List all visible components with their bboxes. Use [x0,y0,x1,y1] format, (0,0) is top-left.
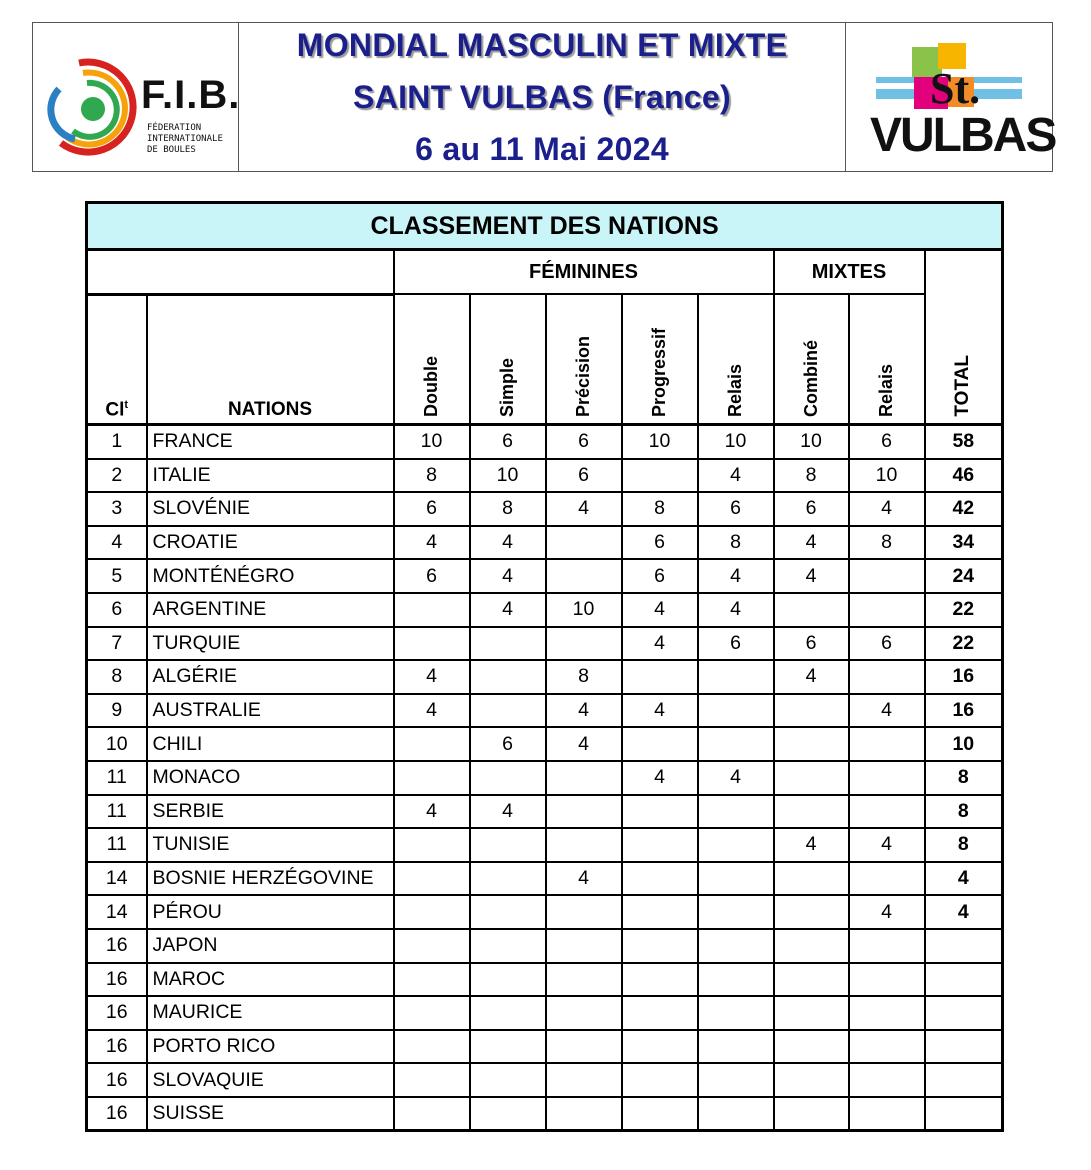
score-cell [774,929,849,963]
col-header-precision: Précision [546,294,622,425]
title-line-1: MONDIAL MASCULIN ET MIXTE [296,27,788,63]
total-cell [925,963,1003,997]
rank-cell: 14 [87,862,147,896]
rank-cell: 16 [87,963,147,997]
score-cell: 6 [698,627,774,661]
score-cell: 4 [546,694,622,728]
col-header-relais-mixtes: Relais [849,294,925,425]
score-cell [546,526,622,560]
score-cell [698,727,774,761]
score-cell: 10 [546,593,622,627]
score-cell [774,895,849,929]
score-cell [470,694,546,728]
score-cell: 10 [698,425,774,459]
rank-cell: 6 [87,593,147,627]
total-cell: 42 [925,492,1003,526]
score-cell [698,1030,774,1064]
score-cell [394,761,470,795]
table-row [87,1097,1003,1131]
nation-cell: MONTÉNÉGRO [147,559,394,593]
score-cell [470,929,546,963]
score-cell: 4 [622,694,698,728]
nation-cell: PORTO RICO [147,1030,394,1064]
score-cell [394,828,470,862]
nation-cell: TURQUIE [147,627,394,661]
score-cell: 6 [622,526,698,560]
score-cell: 4 [849,492,925,526]
score-cell: 4 [470,593,546,627]
score-cell: 4 [698,559,774,593]
nation-cell: MAURICE [147,996,394,1030]
score-cell: 6 [394,492,470,526]
table-row [87,828,1003,862]
total-cell [925,1097,1003,1131]
score-cell: 4 [774,526,849,560]
rank-cell: 16 [87,996,147,1030]
table-row [87,492,1003,526]
score-cell [774,1097,849,1131]
total-cell: 46 [925,459,1003,493]
score-cell: 8 [622,492,698,526]
score-cell [774,1063,849,1097]
score-cell [849,727,925,761]
score-cell: 6 [774,492,849,526]
rank-cell: 11 [87,795,147,829]
score-cell [622,828,698,862]
table-row [87,526,1003,560]
score-cell: 8 [774,459,849,493]
score-cell: 8 [394,459,470,493]
score-cell: 6 [546,425,622,459]
table-row [87,996,1003,1030]
score-cell [470,895,546,929]
nation-cell: ARGENTINE [147,593,394,627]
score-cell: 4 [394,660,470,694]
score-cell [622,459,698,493]
score-cell: 4 [394,526,470,560]
score-cell [622,660,698,694]
document-header [32,22,1056,172]
group-mixtes: MIXTES [774,250,925,295]
nation-cell: SERBIE [147,795,394,829]
score-cell [698,1097,774,1131]
col-header-rank: Cl$^t$ [87,294,147,425]
nation-cell: PÉROU [147,895,394,929]
score-cell [546,795,622,829]
rank-cell: 3 [87,492,147,526]
table-row [87,929,1003,963]
rank-cell: 11 [87,828,147,862]
event-title [239,23,846,171]
score-cell: 4 [622,627,698,661]
table-row [87,963,1003,997]
score-cell [546,1030,622,1064]
table-title: CLASSEMENT DES NATIONS [87,203,1003,250]
nation-cell: CHILI [147,727,394,761]
score-cell [849,963,925,997]
score-cell: 4 [546,862,622,896]
score-cell [622,1063,698,1097]
table-row [87,1063,1003,1097]
table-row [87,1030,1003,1064]
table-row [87,727,1003,761]
score-cell: 10 [849,459,925,493]
score-cell [394,727,470,761]
nation-cell: CROATIE [147,526,394,560]
table-row [87,459,1003,493]
score-cell: 6 [622,559,698,593]
rank-cell: 10 [87,727,147,761]
rank-cell: 16 [87,929,147,963]
total-cell: 4 [925,862,1003,896]
score-cell [546,828,622,862]
score-cell: 4 [394,694,470,728]
col-header-combine: Combiné [774,294,849,425]
total-cell: 22 [925,627,1003,661]
table-row [87,425,1003,459]
table-row [87,694,1003,728]
score-cell [546,627,622,661]
score-cell [470,1063,546,1097]
score-cell [849,559,925,593]
score-cell [546,559,622,593]
rank-cell: 8 [87,660,147,694]
score-cell: 4 [774,660,849,694]
score-cell [470,996,546,1030]
rank-cell: 11 [87,761,147,795]
score-cell: 8 [849,526,925,560]
fib-emblem-icon [39,43,139,163]
score-cell [394,1063,470,1097]
score-cell [698,795,774,829]
total-cell: 8 [925,761,1003,795]
score-cell [774,795,849,829]
rank-cell: 7 [87,627,147,661]
score-cell [394,895,470,929]
total-cell: 10 [925,727,1003,761]
score-cell: 4 [394,795,470,829]
score-cell: 6 [849,425,925,459]
score-cell: 4 [546,727,622,761]
score-cell: 4 [470,559,546,593]
score-cell [622,963,698,997]
score-cell [849,1063,925,1097]
score-cell: 4 [698,761,774,795]
score-cell [394,593,470,627]
score-cell [470,828,546,862]
rank-cell: 14 [87,895,147,929]
score-cell [546,929,622,963]
score-cell: 10 [622,425,698,459]
score-cell [622,862,698,896]
svg-text:St.: St. [930,64,981,113]
score-cell [849,1030,925,1064]
score-cell: 4 [774,559,849,593]
score-cell [774,963,849,997]
rank-cell: 4 [87,526,147,560]
total-cell: 22 [925,593,1003,627]
score-cell [698,929,774,963]
score-cell [470,963,546,997]
nation-cell: ALGÉRIE [147,660,394,694]
score-cell: 4 [470,795,546,829]
table-row [87,795,1003,829]
fib-logo [33,23,239,171]
col-header-double: Double [394,294,470,425]
score-cell [698,660,774,694]
score-cell: 10 [394,425,470,459]
score-cell: 4 [849,694,925,728]
score-cell: 6 [470,727,546,761]
score-cell [698,1063,774,1097]
score-cell [470,1030,546,1064]
nation-cell: SUISSE [147,1097,394,1131]
rank-cell: 5 [87,559,147,593]
score-cell [698,862,774,896]
col-header-progressif: Progressif [622,294,698,425]
score-cell [622,795,698,829]
saint-vulbas-emblem-icon [868,33,1056,163]
score-cell [546,895,622,929]
nation-cell: MAROC [147,963,394,997]
score-cell [394,1030,470,1064]
nation-cell: TUNISIE [147,828,394,862]
score-cell [774,593,849,627]
score-cell: 6 [394,559,470,593]
nation-cell: FRANCE [147,425,394,459]
nation-cell: SLOVÉNIE [147,492,394,526]
score-cell: 4 [622,761,698,795]
score-cell [622,929,698,963]
score-cell: 6 [698,492,774,526]
score-cell [546,1063,622,1097]
score-cell [774,761,849,795]
score-cell [622,1030,698,1064]
score-cell [546,761,622,795]
nation-cell: JAPON [147,929,394,963]
total-cell [925,1063,1003,1097]
score-cell [622,727,698,761]
score-cell: 8 [698,526,774,560]
col-header-total: TOTAL [925,250,1003,425]
total-cell: 58 [925,425,1003,459]
table-row [87,862,1003,896]
title-dates: 6 au 11 Mai 2024 [415,131,669,167]
svg-text:VULBAS: VULBAS [870,109,1056,162]
ranking-table [85,201,1004,1132]
total-cell: 8 [925,795,1003,829]
score-cell [849,593,925,627]
score-cell [774,1030,849,1064]
score-cell [849,761,925,795]
rank-cell: 9 [87,694,147,728]
score-cell [470,660,546,694]
score-cell [849,929,925,963]
score-cell [622,996,698,1030]
nations-ranking [85,201,1004,1132]
score-cell [622,895,698,929]
nation-cell: ITALIE [147,459,394,493]
nation-cell: AUSTRALIE [147,694,394,728]
score-cell: 4 [849,828,925,862]
table-row [87,660,1003,694]
table-row [87,895,1003,929]
score-cell: 4 [622,593,698,627]
total-cell: 16 [925,660,1003,694]
score-cell: 6 [774,627,849,661]
score-cell: 10 [774,425,849,459]
col-header-nations: NATIONS [147,294,394,425]
score-cell: 6 [546,459,622,493]
score-cell [698,895,774,929]
score-cell [849,862,925,896]
score-cell [622,1097,698,1131]
score-cell [470,627,546,661]
rank-cell: 2 [87,459,147,493]
total-cell: 24 [925,559,1003,593]
score-cell: 4 [849,895,925,929]
score-cell [394,996,470,1030]
total-cell: 16 [925,694,1003,728]
score-cell [774,862,849,896]
score-cell: 10 [470,459,546,493]
score-cell [849,996,925,1030]
fib-logo-name: F.I.B. [141,73,241,117]
score-cell: 6 [849,627,925,661]
score-cell [546,1097,622,1131]
rank-cell: 1 [87,425,147,459]
score-cell [698,694,774,728]
rank-cell: 16 [87,1030,147,1064]
score-cell: 4 [774,828,849,862]
nation-cell: MONACO [147,761,394,795]
table-row [87,627,1003,661]
score-cell [546,996,622,1030]
table-row [87,761,1003,795]
score-cell [470,862,546,896]
saint-vulbas-logo [846,23,1056,171]
score-cell [774,694,849,728]
score-cell [470,1097,546,1131]
table-row [87,559,1003,593]
rank-cell: 16 [87,1097,147,1131]
total-cell [925,1030,1003,1064]
score-cell: 4 [698,593,774,627]
fib-logo-subtitle: FÉDERATION INTERNATIONALE DE BOULES [147,123,223,155]
nation-cell: BOSNIE HERZÉGOVINE [147,862,394,896]
score-cell [849,795,925,829]
score-cell: 6 [470,425,546,459]
score-cell [394,627,470,661]
col-header-simple: Simple [470,294,546,425]
total-cell [925,929,1003,963]
score-cell [394,862,470,896]
score-cell [774,727,849,761]
score-cell [774,996,849,1030]
rank-cell: 16 [87,1063,147,1097]
score-cell: 8 [546,660,622,694]
table-row [87,593,1003,627]
header-blank [87,250,394,295]
score-cell [546,963,622,997]
score-cell: 4 [546,492,622,526]
total-cell: 8 [925,828,1003,862]
col-header-relais-feminines: Relais [698,294,774,425]
score-cell: 4 [470,526,546,560]
title-line-2: SAINT VULBAS (France) [353,79,731,115]
score-cell [394,929,470,963]
score-cell: 4 [698,459,774,493]
total-cell: 34 [925,526,1003,560]
total-cell: 4 [925,895,1003,929]
total-cell [925,996,1003,1030]
score-cell [698,828,774,862]
nation-cell: SLOVAQUIE [147,1063,394,1097]
score-cell [394,963,470,997]
group-feminines: FÉMININES [394,250,774,295]
score-cell [394,1097,470,1131]
score-cell [849,1097,925,1131]
score-cell [470,761,546,795]
score-cell [698,963,774,997]
score-cell: 8 [470,492,546,526]
score-cell [849,660,925,694]
score-cell [698,996,774,1030]
